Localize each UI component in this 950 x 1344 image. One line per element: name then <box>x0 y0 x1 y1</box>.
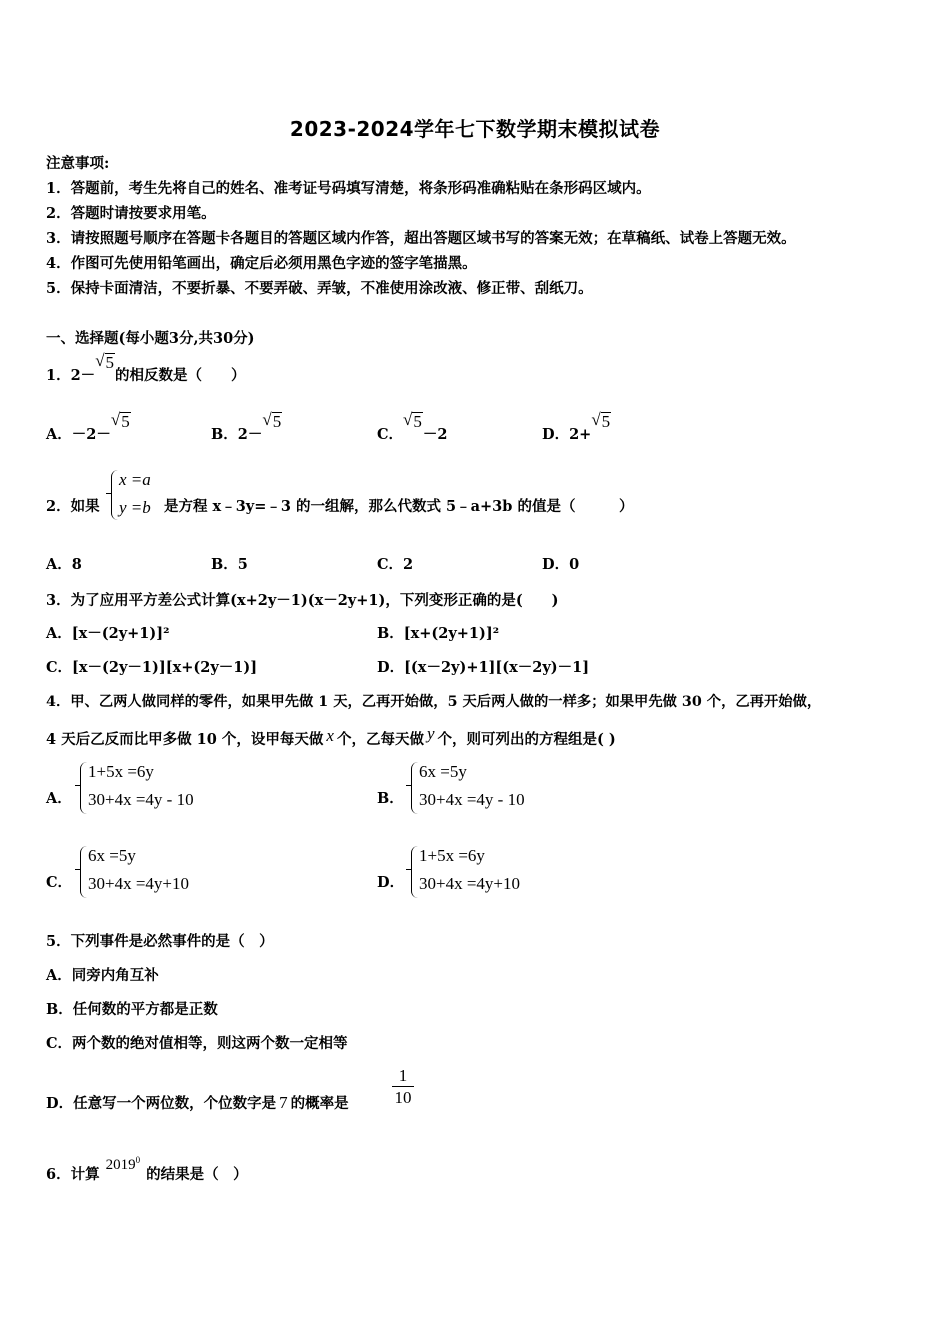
fraction-numerator: 1 <box>398 1066 408 1085</box>
sqrt-symbol: √ 5 <box>591 410 611 431</box>
q3-option-b: B．[x+(2y+1)]² <box>377 625 500 642</box>
system-row: 6x =5y <box>88 846 136 865</box>
note-item: 3．请按照题号顺序在答题卡各题目的答题区域内作答，超出答题区域书写的答案无效；在草稿纸、试卷上答题无效。 <box>46 230 796 247</box>
note-item: 1．答题前，考生先将自己的姓名、准考证号码填写清楚，将条形码准确粘贴在条形码区域内。 <box>46 180 651 197</box>
q6-exponent: 0 <box>135 1155 141 1165</box>
equation-system <box>80 758 240 816</box>
question-6: 6．计算2019$^0$的结果是（ ） <box>46 1155 248 1183</box>
system-row: 30+4x =4y+10 <box>419 874 521 893</box>
system-row: 30+4x =4y - 10 <box>88 790 194 809</box>
q5-option-c: C．两个数的绝对值相等，则这两个数一定相等 <box>46 1035 348 1052</box>
question-3: 3．为了应用平方差公式计算(x+2y－1)(x－2y+1)，下列变形正确的是( ) <box>46 592 559 609</box>
fraction-denominator: 10 <box>392 1086 414 1109</box>
q5-option-b: B．任何数的平方都是正数 <box>46 1001 218 1018</box>
q2-option-d: D．0 <box>542 556 580 573</box>
sqrt-symbol: √ 5 <box>95 351 115 372</box>
q1-option-d: D．2+ √ 5 <box>542 410 611 443</box>
notes-heading: 注意事项: <box>46 155 110 172</box>
sqrt-symbol: √ 5 <box>262 410 282 431</box>
system-row: 1+5x =6y <box>88 762 154 781</box>
q2-option-c: C．2 <box>377 556 414 573</box>
q3-option-c: C．[x－(2y－1)][x+(2y－1)] <box>46 659 258 676</box>
q2-option-b: B．5 <box>211 556 248 573</box>
note-item: 5．保持卡面清洁，不要折暴、不要弄破、弄皱，不准使用涂改液、修正带、刮纸刀。 <box>46 280 593 297</box>
question-4-line-1: 4．甲、乙两人做同样的零件，如果甲先做 1 天，乙再开始做，5 天后两人做的一样多；如果甲先做 30 个，乙再开始做， <box>46 694 822 710</box>
equation-system <box>80 842 240 900</box>
q2-prefix: 2．如果 <box>46 498 100 515</box>
section-heading: 一、选择题(每小题3分,共30分) <box>46 330 255 347</box>
q1-option-b: B．2－ √ 5 <box>211 410 282 443</box>
note-item: 2．答题时请按要求用笔。 <box>46 205 216 222</box>
q3-option-a: A．[x－(2y+1)]² <box>46 625 170 642</box>
q4-option-d-label: D． <box>377 874 405 891</box>
q5-option-d: D．任意写一个两位数，个位数字是 7 的概率是 <box>46 1093 349 1112</box>
q3-option-d: D．[(x－2y)+1][(x－2y)－1] <box>377 659 590 676</box>
sqrt-symbol: √ 5 <box>403 410 422 431</box>
q5-option-a: A．同旁内角互补 <box>46 967 159 984</box>
q2-option-a: A．8 <box>46 556 82 573</box>
q4-option-b-label: B． <box>377 790 404 807</box>
q2-suffix: 是方程 x﹣3y=﹣3 的一组解，那么代数式 5﹣a+3b 的值是（ ） <box>164 498 634 515</box>
q4-option-a-label: A． <box>46 790 72 807</box>
q1-suffix: 的相反数是（ ） <box>115 367 246 384</box>
q6-base: 2019 <box>105 1157 136 1173</box>
equation-system <box>411 758 571 816</box>
system-row: 1+5x =6y <box>419 846 485 865</box>
fraction <box>392 1066 414 1109</box>
system-row: 30+4x =4y - 10 <box>419 790 525 809</box>
system-row: x =a <box>119 470 151 489</box>
page-title: 2023-2024学年七下数学期末模拟试卷 <box>289 117 661 141</box>
question-5: 5．下列事件是必然事件的是（ ） <box>46 933 274 950</box>
q1-option-a: A．－2－ √ 5 <box>46 410 130 443</box>
question-1 <box>46 351 246 386</box>
question-4-line-2: 4 天后乙反而比甲多做 10 个，设甲每天做 x 个，乙每天做 y 个，则可列出的方程组是( ) <box>46 724 616 748</box>
sqrt-symbol: √ 5 <box>110 410 130 431</box>
q1-prefix: 1．2－ <box>46 367 96 384</box>
q1-option-c: C． √ 5 －2 <box>377 410 448 443</box>
q4-option-c-label: C． <box>46 874 73 891</box>
note-item: 4．作图可先使用铅笔画出，确定后必须用黑色字迹的签字笔描黑。 <box>46 255 477 272</box>
equation-system <box>111 466 171 524</box>
system-row: 6x =5y <box>419 762 467 781</box>
equation-system <box>411 842 571 900</box>
system-row: y =b <box>119 498 151 517</box>
system-row: 30+4x =4y+10 <box>88 874 190 893</box>
